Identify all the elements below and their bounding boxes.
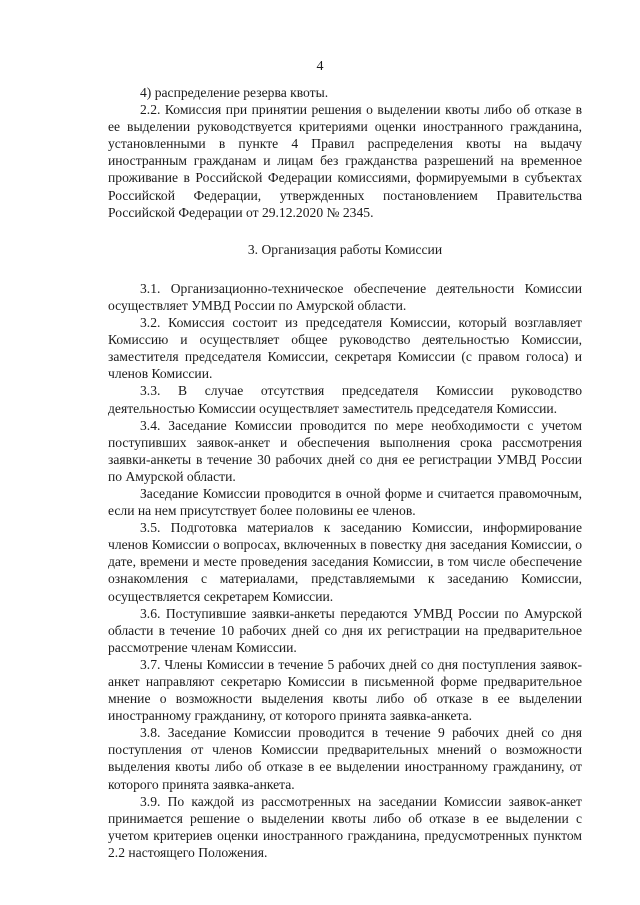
paragraph-item-4: 4) распределение резерва квоты. (140, 85, 329, 100)
paragraph-3-1: 3.1. Организационно-техническое обеспечение деятельности Комиссии осуществляет УМВД России по Амурской области. (108, 280, 582, 313)
paragraph-2-2: 2.2. Комиссия при принятии решения о выделении квоты либо об отказе в ее выделении руководствуется критериями оценки иностранного гражданина, установленными в пункте 4 Правил распределения квоты на выдачу иностранным гражданам и лицам без гражданства разрешений на временное проживание в Российской Федерации комиссиями, формируемыми в субъектах Российской Федерации, утвержденных постановлением Правительства Российской Федерации от 29.12.2020 № 2345. (108, 102, 582, 220)
paragraph-3-7: 3.7. Члены Комиссии в течение 5 рабочих дней со дня поступления заявок-анкет направляют секретарю Комиссии в письменной форме предварительное мнение о возможности выделения квоты либо об отказе в ее выделении иностранному гражданину, от которого принята заявка-анкета. (108, 656, 582, 724)
paragraph-3-6: 3.6. Поступившие заявки-анкеты передаются УМВД России по Амурской области в течение 10 рабочих дней со дня их регистрации на предварительное рассмотрение членам Комиссии. (108, 605, 582, 655)
paragraph-3-8: 3.8. Заседание Комиссии проводится в течение 9 рабочих дней со дня поступления от членов Комиссии предварительных мнений о возможности выделения квоты либо об отказе в ее выделении иностранному гражданину, от которого принята заявка-анкета. (108, 725, 582, 792)
paragraph-3-4: 3.4. Заседание Комиссии проводится по мере необходимости с учетом поступивших заявок-анкет и обеспечения выполнения срока рассмотрения заявки-анкеты в течение 30 рабочих дней со дня ее регистрации УМВД России по Амурской области. (108, 417, 582, 484)
section-heading: 3. Организация работы Комиссии (247, 241, 443, 257)
document-body (108, 84, 582, 861)
paragraph-3-4-continued: Заседание Комиссии проводится в очной форме и считается правомочным, если на нем присутствует более половины ее членов. (108, 485, 582, 519)
page-number: 4 (316, 59, 324, 74)
paragraph-3-3: 3.3. В случае отсутствия председателя Комиссии руководство деятельностью Комиссии осуществляет заместитель председателя Комиссии. (108, 383, 582, 416)
paragraph-3-9: 3.9. По каждой из рассмотренных на заседании Комиссии заявок-анкет принимается решение о выделении квоты либо об отказе в ее выделении с учетом критериев оценки иностранного гражданина, предусмотренных пунктом 2.2 настоящего Положения. (108, 793, 582, 860)
paragraph-3-2: 3.2. Комиссия состоит из председателя Комиссии, который возглавляет Комиссию и осуществляет общее руководство деятельностью Комиссии, заместителя председателя Комиссии, секретаря Комиссии (с правом голоса) и членов Комиссии. (108, 315, 582, 382)
paragraph-3-5: 3.5. Подготовка материалов к заседанию Комиссии, информирование членов Комиссии о вопросах, включенных в повестку дня заседания Комиссии, о дате, времени и месте проведения заседания Комиссии, в том числе обеспечение ознакомления с материалами, представляемыми к заседанию Комиссии, осуществляется секретарем Комиссии. (108, 520, 582, 604)
